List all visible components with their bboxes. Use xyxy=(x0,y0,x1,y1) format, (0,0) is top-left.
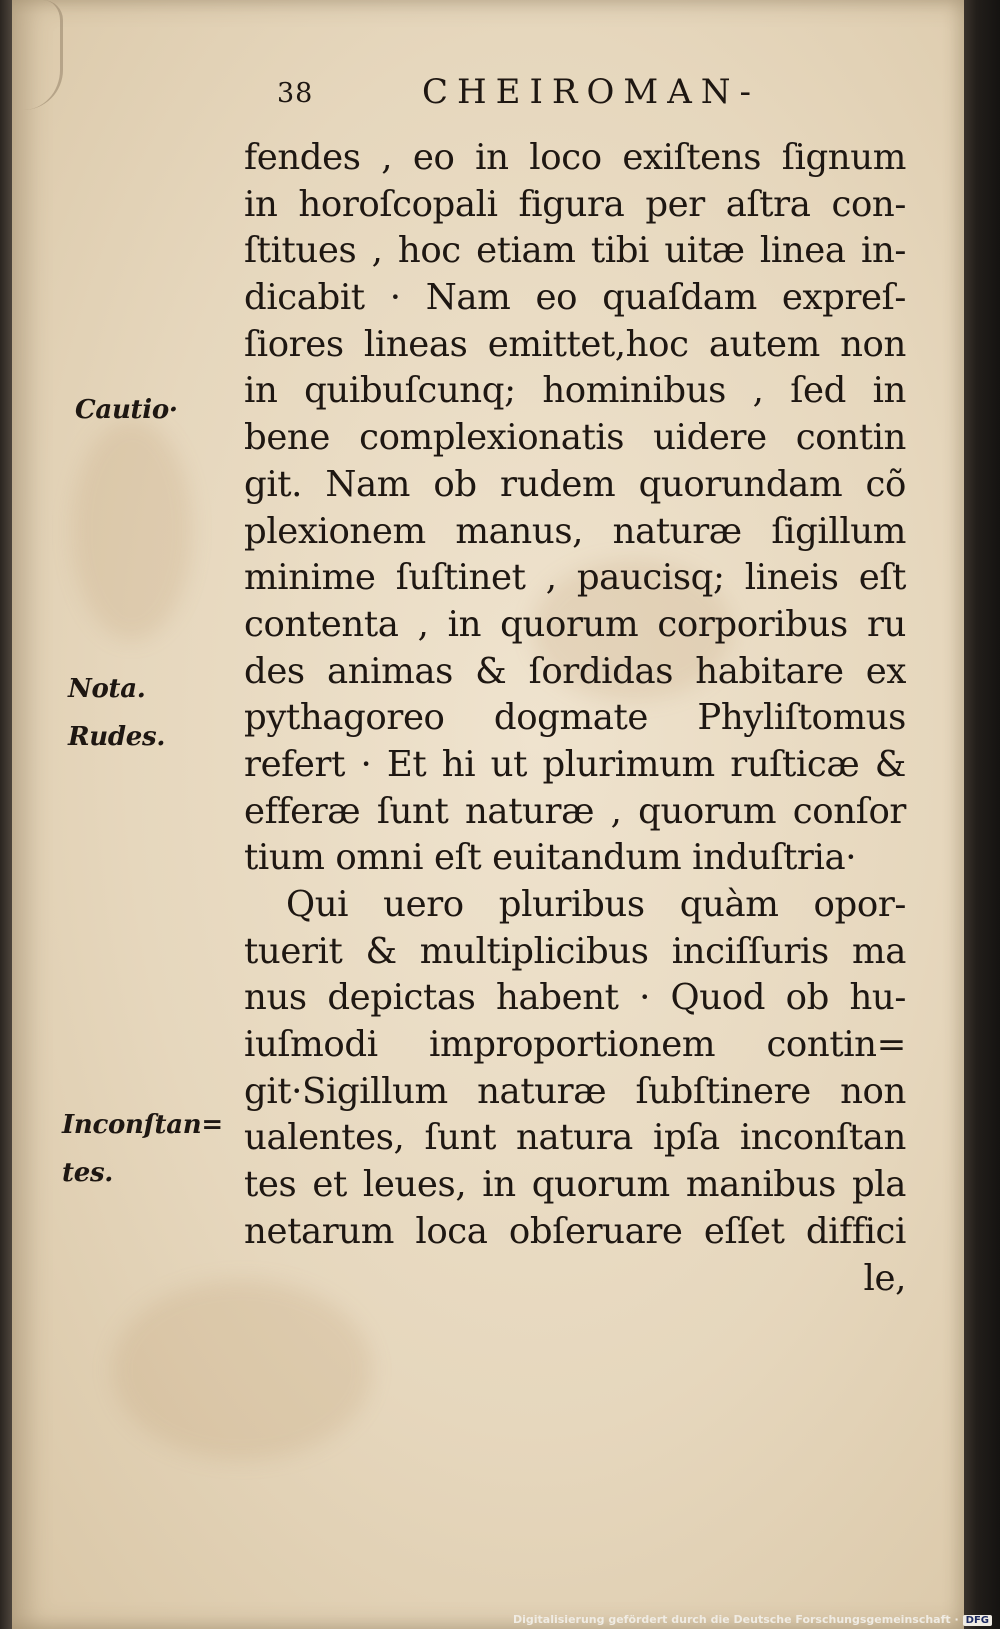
text-line: git. Nam ob rudem quorundam cõ xyxy=(244,463,906,505)
text-line: tes et leues, in quorum manibus pla xyxy=(244,1164,906,1206)
text-line: plexionem manus, naturæ ſigillum xyxy=(244,510,906,552)
text-line: minime ſuſtinet , paucisq; lineis eſt xyxy=(244,557,906,599)
margin-note-cautio: Cautio· xyxy=(75,395,178,425)
margin-note-rudes: Rudes. xyxy=(68,722,166,752)
digitization-credit xyxy=(513,1613,992,1626)
book-edge-right xyxy=(964,0,1000,1629)
margin-note-tes: tes. xyxy=(62,1158,114,1188)
text-line: ualentes, ſunt natura ipſa inconſtan xyxy=(244,1117,906,1159)
text-line: pythagoreo dogmate Phyliſtomus xyxy=(244,697,906,739)
running-head xyxy=(277,72,837,118)
dfg-logo: DFG xyxy=(963,1615,992,1626)
text-line: Qui uero pluribus quàm opor- xyxy=(286,884,906,925)
text-line: in horoſcopali figura per aſtra con- xyxy=(244,183,906,225)
text-line: iuſmodi improportionem contin= xyxy=(244,1024,906,1066)
page-number: 38 xyxy=(277,78,314,109)
margin-note-nota: Nota. xyxy=(68,674,146,704)
text-line: in quibuſcunq; hominibus , ſed in xyxy=(244,370,906,412)
book-page xyxy=(12,0,967,1629)
text-line: refert · Et hi ut plurimum ruſticæ & xyxy=(244,743,906,785)
text-line: fendes , eo in loco exiſtens ſignum xyxy=(244,137,906,178)
credit-text: Digitalisierung gefördert durch die Deutsche Forschungsgemeinschaft · xyxy=(512,1613,959,1626)
catchword-line: le, xyxy=(863,1257,906,1299)
text-line: efferæ ſunt naturæ , quorum conſor xyxy=(244,790,906,832)
text-line: contenta , in quorum corporibus ru xyxy=(244,603,906,645)
text-line: bene complexionatis uidere contin xyxy=(244,417,906,459)
text-line: tuerit & multiplicibus inciſſuris ma xyxy=(244,930,906,972)
margin-note-inconstan: Inconſtan= xyxy=(62,1110,223,1140)
text-line: git·Sigillum naturæ ſubſtinere non xyxy=(244,1070,906,1112)
text-line: ſtitues , hoc etiam tibi uitæ linea in- xyxy=(244,230,906,272)
paper-stain xyxy=(72,420,192,640)
text-line: dicabit · Nam eo quaſdam expreſ- xyxy=(244,277,906,319)
page-curl-left xyxy=(12,0,63,110)
text-line: tium omni eſt euitandum induſtria· xyxy=(244,837,857,879)
text-line: des animas & ſordidas habitare ex xyxy=(244,650,906,692)
text-line: nus depictas habent · Quod ob hu- xyxy=(244,977,906,1019)
body-text xyxy=(244,135,906,1302)
text-line: netarum loca obſeruare eſſet diffici xyxy=(244,1210,906,1252)
running-title: CHEIROMAN- xyxy=(422,72,760,112)
paper-stain xyxy=(112,1280,372,1460)
text-line: ſiores lineas emittet,hoc autem non xyxy=(244,323,906,365)
